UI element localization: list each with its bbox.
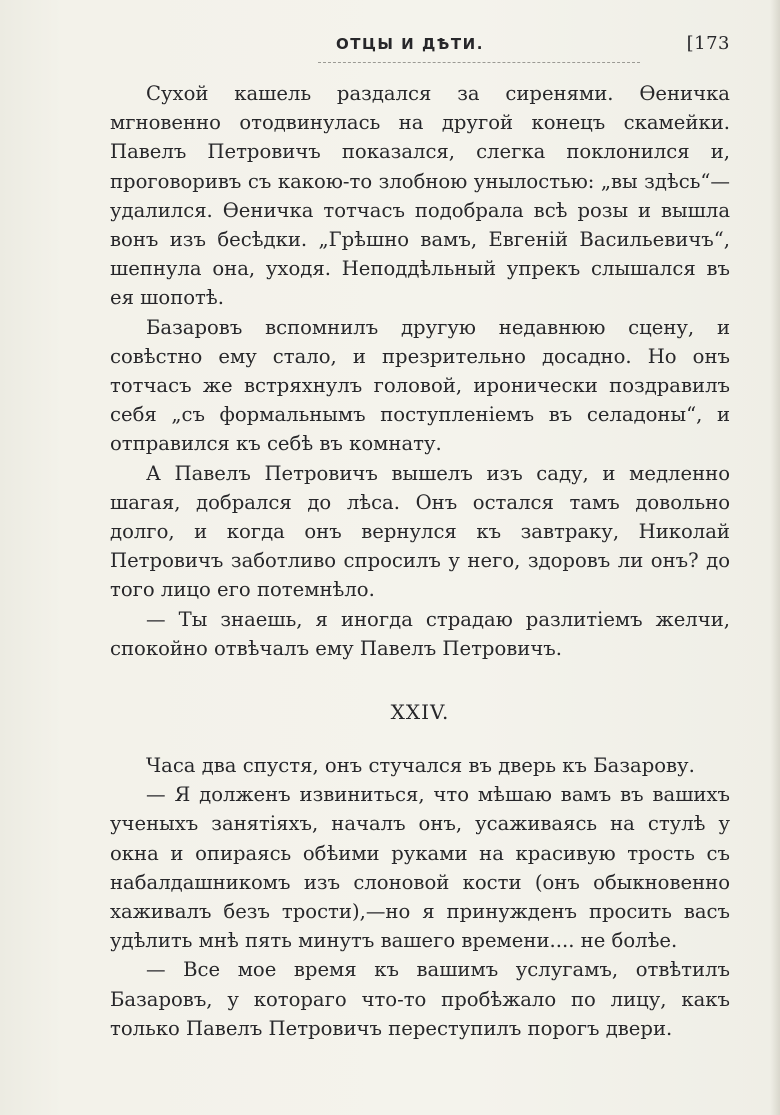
paragraph: — Ты знаешь, я иногда страдаю разлитіемъ желчи, спокойно отвѣчалъ ему Павелъ Петровичъ. [110,607,730,660]
paragraph: — Все мое время къ вашимъ услугамъ, отвѣтилъ Базаровъ, у котораго что-то пробѣжало по лицу, какъ только Павелъ Петровичъ переступилъ порогъ двери. [110,958,730,1040]
paragraph: — Я долженъ извиниться, что мѣшаю вамъ въ вашихъ ученыхъ занятіяхъ, началъ онъ, усаживаясь на стулѣ у окна и опираясь обѣими руками на красивую трость съ набалдашникомъ изъ слоновой кости (онъ обыкновенно хаживалъ безъ трости),—но я принужденъ просить васъ удѣлить мнѣ пять минутъ вашего времени.... не болѣе. [110,783,730,953]
chapter-heading: XXIV. [390,700,450,724]
paragraph: Сухой кашель раздался за сиренями. Өеничка мгновенно отодвинулась на другой конецъ скамейки. Павелъ Петровичъ показался, слегка поклонился и, проговоривъ съ какою-то злобною унылостью: „вы здѣсь“—удалился. Өеничка тотчасъ подобрала всѣ розы и вышла вонъ изъ бесѣдки. „Грѣшно вамъ, Евгеній Васильевичъ“, шепнула она, уходя. Неподдѣльный упрекъ слышался въ ея шопотѣ. [110,82,730,310]
page-header [110,35,730,59]
text-block-top [110,79,730,663]
paragraph: Базаровъ вспомнилъ другую недавнюю сцену, и совѣстно ему стало, и презрительно досадно. Но онъ тотчасъ же встряхнулъ головой, иронически поздравилъ себя „съ формальнымъ поступленіемъ въ селадоны“, и отправился къ себѣ въ комнату. [110,315,730,456]
paragraph: Часа два спустя, онъ стучался въ дверь къ Базарову. [146,754,695,777]
text-block-bottom [110,751,730,1043]
paragraph: А Павелъ Петровичъ вышелъ изъ саду, и медленно шагая, добрался до лѣса. Онъ остался тамъ довольно долго, и когда онъ вернулся къ завтраку, Николай Петровичъ заботливо спросилъ у него, здоровъ ли онъ? до того лицо его потемнѣло. [110,461,730,602]
running-title: ОТЦЫ И ДѢТИ. [336,35,484,53]
page-number: [173 [686,33,730,54]
header-rule [318,62,640,63]
